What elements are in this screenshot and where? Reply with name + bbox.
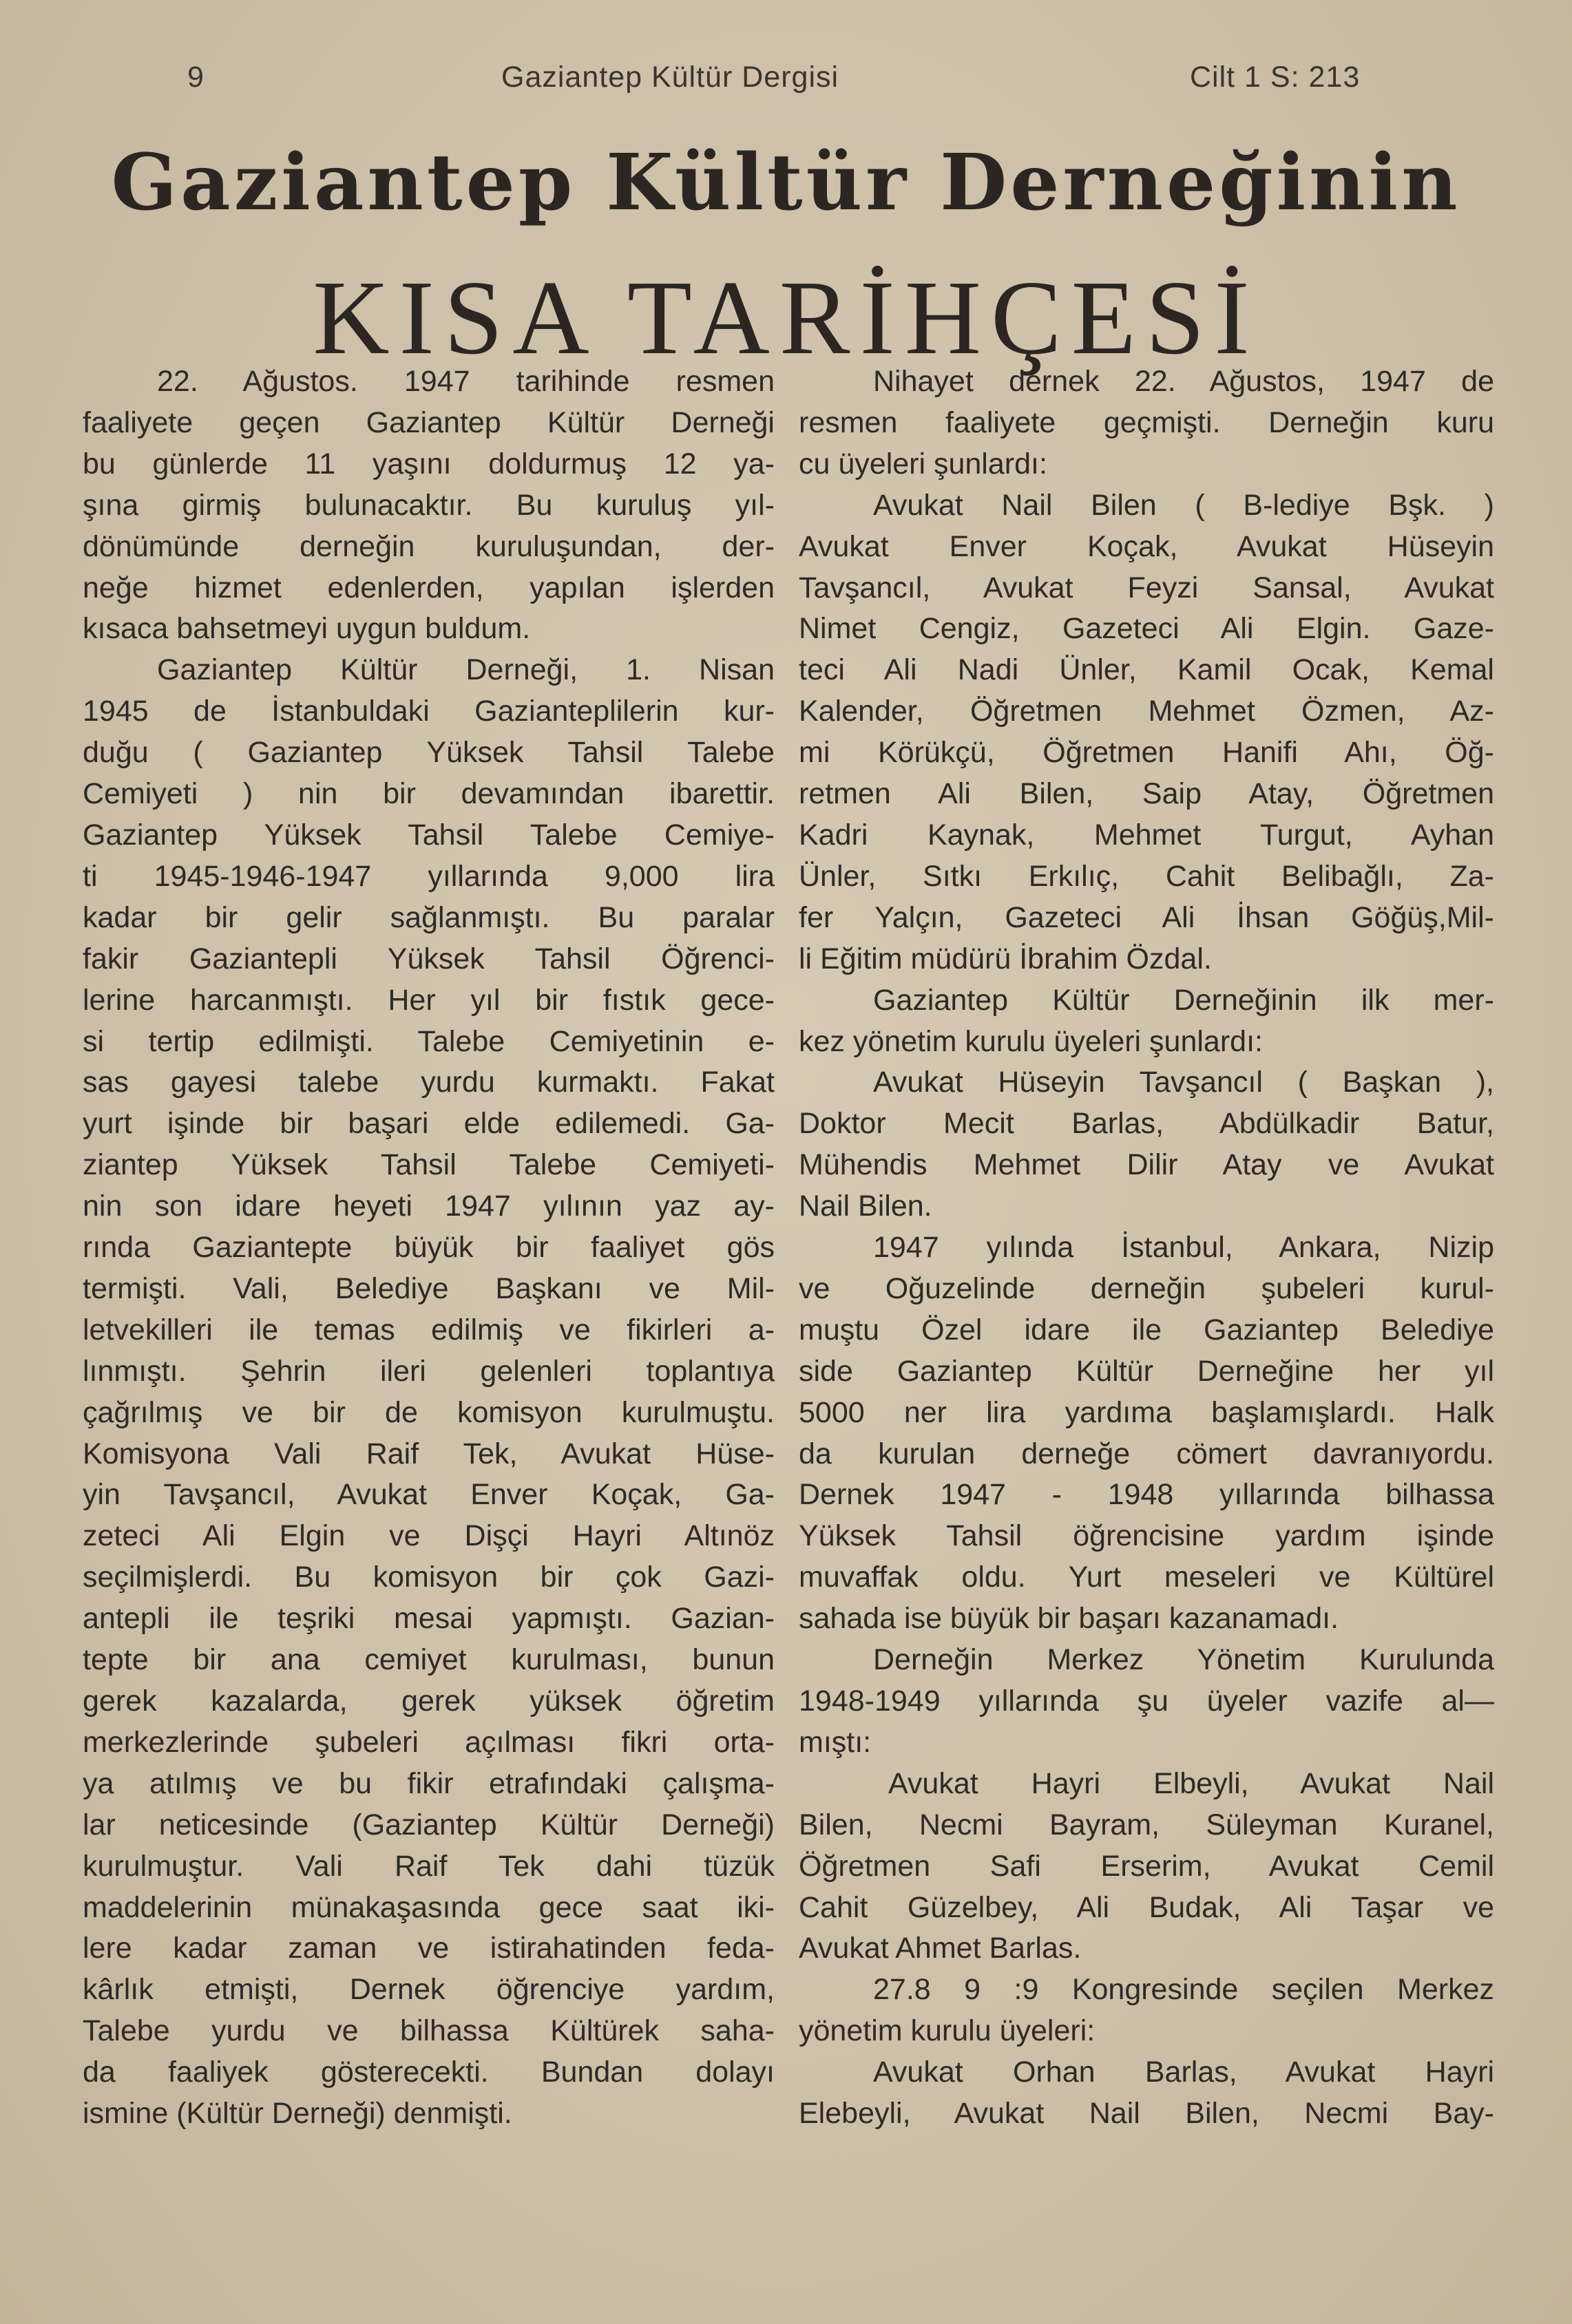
- text-line: Elebeyli, Avukat Nail Bilen, Necmi Bay-: [799, 2097, 1494, 2131]
- running-header: [0, 61, 1572, 109]
- text-line: 5000 ner lira yardıma başlamışlardı. Halk: [799, 1395, 1494, 1429]
- text-line: resmen faaliyete geçmişti. Derneğin kuru: [799, 405, 1494, 439]
- left-text-column: [83, 361, 775, 2135]
- text-line: Avukat Ahmet Barlas.: [799, 1932, 1082, 1965]
- text-line: Cahit Güzelbey, Ali Budak, Ali Taşar ve: [799, 1890, 1494, 1924]
- text-line: neğe hizmet edenlerden, yapılan işlerden: [83, 571, 775, 604]
- page-number: 9: [187, 61, 205, 94]
- text-line: lerine harcanmıştı. Her yıl bir fıstık gece-: [83, 983, 775, 1017]
- text-line: cu üyeleri şunlardı:: [799, 447, 1047, 480]
- text-line: sas gayesi talebe yurdu kurmaktı. Fakat: [83, 1066, 775, 1099]
- text-line: zeteci Ali Elgin ve Dişçi Hayri Altınöz: [83, 1519, 775, 1553]
- text-line: kurulmuştur. Vali Raif Tek dahi tüzük: [83, 1849, 775, 1883]
- text-line: yönetim kurulu üyeleri:: [799, 2014, 1096, 2048]
- text-line: 22. Ağustos. 1947 tarihinde resmen: [157, 365, 775, 398]
- text-line: Gaziantep Kültür Derneğinin ilk mer-: [873, 983, 1494, 1017]
- text-line: antepli ile teşriki mesai yapmıştı. Gazian-: [83, 1602, 775, 1636]
- text-line: sahada ise büyük bir başarı kazanamadı.: [799, 1602, 1339, 1636]
- text-line: termişti. Vali, Belediye Başkanı ve Mil-: [83, 1271, 775, 1305]
- text-line: kadar bir gelir sağlanmıştı. Bu paralar: [83, 900, 775, 934]
- text-line: teci Ali Nadi Ünler, Kamil Ocak, Kemal: [799, 653, 1494, 687]
- text-line: si tertip edilmişti. Talebe Cemiyetinin e-: [83, 1024, 775, 1058]
- right-text-column: [799, 361, 1494, 2135]
- text-line: yin Tavşancıl, Avukat Enver Koçak, Ga-: [83, 1478, 775, 1512]
- text-line: Mühendis Mehmet Dilir Atay ve Avukat: [799, 1148, 1494, 1182]
- text-line: kısaca bahsetmeyi uygun buldum.: [83, 612, 531, 646]
- text-line: Nihayet dernek 22. Ağustos, 1947 de: [873, 365, 1494, 398]
- text-line: Yüksek Tahsil öğrencisine yardım işinde: [799, 1519, 1494, 1553]
- text-line: 1947 yılında İstanbul, Ankara, Nizip: [873, 1231, 1494, 1265]
- text-line: Cemiyeti ) nin bir devamından ibarettir.: [83, 777, 775, 811]
- text-line: Nimet Cengiz, Gazeteci Ali Elgin. Gaze-: [799, 612, 1494, 646]
- text-line: duğu ( Gaziantep Yüksek Tahsil Talebe: [83, 736, 775, 770]
- text-line: lar neticesinde (Gaziantep Kültür Derneği): [83, 1808, 775, 1841]
- text-line: Ünler, Sıtkı Erkılıç, Cahit Belibağlı, Za-: [799, 859, 1494, 893]
- text-line: Avukat Orhan Barlas, Avukat Hayri: [873, 2056, 1494, 2089]
- article-title: Gaziantep Kültür Derneğinin: [111, 138, 1461, 228]
- text-line: çağrılmış ve bir de komisyon kurulmuştu.: [83, 1395, 775, 1429]
- text-line: letvekilleri ile temas edilmiş ve fikirleri a-: [83, 1313, 775, 1346]
- text-line: kez yönetim kurulu üyeleri şunlardı:: [799, 1024, 1263, 1058]
- text-line: mi Körükçü, Öğretmen Hanifi Ahı, Öğ-: [799, 736, 1494, 770]
- text-line: Gaziantep Yüksek Tahsil Talebe Cemiye-: [83, 818, 775, 852]
- text-line: Derneğin Merkez Yönetim Kurulunda: [873, 1643, 1494, 1677]
- text-line: side Gaziantep Kültür Derneğine her yıl: [799, 1354, 1494, 1388]
- text-line: rında Gaziantepte büyük bir faaliyet gös: [83, 1231, 775, 1265]
- text-line: tepte bir ana cemiyet kurulması, bunun: [83, 1643, 775, 1677]
- text-line: ismine (Kültür Derneği) denmişti.: [83, 2097, 512, 2131]
- text-line: merkezlerinde şubeleri açılması fikri orta-: [83, 1725, 775, 1759]
- text-line: muvaffak oldu. Yurt meseleri ve Kültürel: [799, 1561, 1494, 1594]
- text-line: da faaliyek gösterecekti. Bundan dolayı: [83, 2056, 775, 2089]
- text-line: da kurulan derneğe cömert davranıyordu.: [799, 1437, 1494, 1470]
- text-line: Nail Bilen.: [799, 1190, 932, 1223]
- text-line: kârlık etmişti, Dernek öğrenciye yardım,: [83, 1973, 775, 2007]
- text-line: Bilen, Necmi Bayram, Süleyman Kuranel,: [799, 1808, 1494, 1841]
- text-line: ziantep Yüksek Tahsil Talebe Cemiyeti-: [83, 1148, 775, 1182]
- text-line: ya atılmış ve bu fikir etrafındaki çalışma-: [83, 1766, 775, 1800]
- text-line: ti 1945-1946-1947 yıllarında 9,000 lira: [83, 859, 775, 893]
- text-line: ve Oğuzelinde derneğin şubeleri kurul-: [799, 1271, 1494, 1305]
- text-line: Kalender, Öğretmen Mehmet Özmen, Az-: [799, 695, 1494, 728]
- text-line: lınmıştı. Şehrin ileri gelenleri toplantıya: [83, 1354, 775, 1388]
- text-line: Dernek 1947 - 1948 yıllarında bilhassa: [799, 1478, 1494, 1512]
- text-line: 1948-1949 yıllarında şu üyeler vazife al—: [799, 1684, 1494, 1718]
- text-line: maddelerinin münakaşasında gece saat iki-: [83, 1890, 775, 1924]
- text-line: şına girmiş bulunacaktır. Bu kuruluş yıl-: [83, 488, 775, 522]
- journal-name: Gaziantep Kültür Dergisi: [501, 61, 839, 94]
- text-line: Avukat Enver Koçak, Avukat Hüseyin: [799, 529, 1494, 563]
- text-line: Öğretmen Safi Erserim, Avukat Cemil: [799, 1849, 1494, 1883]
- text-line: li Eğitim müdürü İbrahim Özdal.: [799, 942, 1212, 975]
- text-line: bu günlerde 11 yaşını doldurmuş 12 ya-: [83, 447, 775, 480]
- text-line: 1945 de İstanbuldaki Gazianteplilerin kur-: [83, 695, 775, 728]
- text-line: 27.8 9 :9 Kongresinde seçilen Merkez: [873, 1973, 1494, 2007]
- text-line: yurt işinde bir başari elde edilemedi. Ga-: [83, 1107, 775, 1141]
- text-line: Avukat Hayri Elbeyli, Avukat Nail: [888, 1766, 1494, 1800]
- text-line: Avukat Hüseyin Tavşancıl ( Başkan ),: [873, 1066, 1494, 1099]
- text-line: nin son idare heyeti 1947 yılının yaz ay-: [83, 1190, 775, 1223]
- text-line: seçilmişlerdi. Bu komisyon bir çok Gazi-: [83, 1561, 775, 1594]
- text-line: faaliyete geçen Gaziantep Kültür Derneği: [83, 405, 775, 439]
- text-line: Tavşancıl, Avukat Feyzi Sansal, Avukat: [799, 571, 1494, 604]
- text-line: Talebe yurdu ve bilhassa Kültürek saha-: [83, 2014, 775, 2048]
- text-line: Doktor Mecit Barlas, Abdülkadir Batur,: [799, 1107, 1494, 1141]
- text-line: Avukat Nail Bilen ( B-lediye Bşk. ): [873, 488, 1494, 522]
- text-line: gerek kazalarda, gerek yüksek öğretim: [83, 1684, 775, 1718]
- text-line: retmen Ali Bilen, Saip Atay, Öğretmen: [799, 777, 1494, 811]
- text-line: muştu Özel idare ile Gaziantep Belediye: [799, 1313, 1494, 1346]
- text-line: mıştı:: [799, 1725, 872, 1759]
- text-line: dönümünde derneğin kuruluşundan, der-: [83, 529, 775, 563]
- text-line: lere kadar zaman ve istirahatinden feda-: [83, 1932, 775, 1965]
- text-line: fer Yalçın, Gazeteci Ali İhsan Göğüş,Mil-: [799, 900, 1494, 934]
- text-line: Gaziantep Kültür Derneği, 1. Nisan: [157, 653, 775, 687]
- text-line: fakir Gaziantepli Yüksek Tahsil Öğrenci-: [83, 942, 775, 975]
- issue-info: Cilt 1 S: 213: [1190, 61, 1361, 94]
- text-line: Kadri Kaynak, Mehmet Turgut, Ayhan: [799, 818, 1494, 852]
- text-line: Komisyona Vali Raif Tek, Avukat Hüse-: [83, 1437, 775, 1470]
- article-subtitle: KISA TARİHÇESİ: [313, 260, 1259, 377]
